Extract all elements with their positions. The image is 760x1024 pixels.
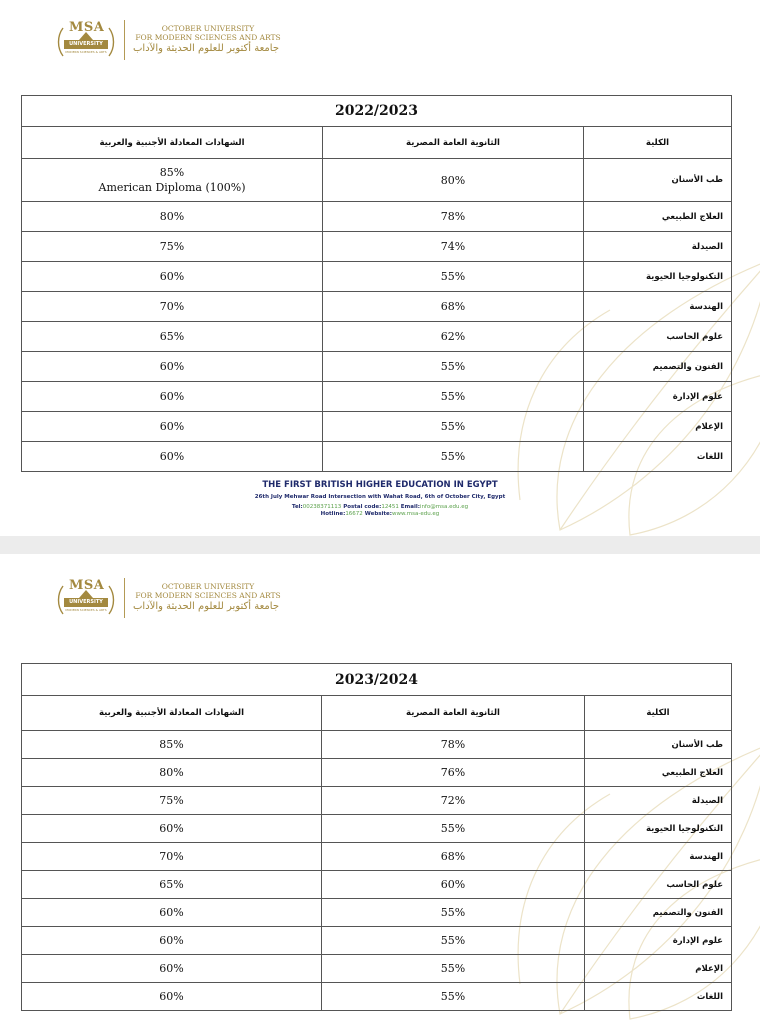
foreign-cell: 60% <box>22 442 323 472</box>
faculty-cell: اللغات <box>585 983 732 1011</box>
egyptian-cell: 55% <box>322 899 585 927</box>
faculty-cell: الإعلام <box>585 955 732 983</box>
faculty-cell: الفنون والتصميم <box>584 352 732 382</box>
header-divider <box>124 20 125 60</box>
foreign-cell: 60% <box>22 955 322 983</box>
tel-label: Tel: <box>291 504 303 510</box>
msa-logo <box>55 576 117 620</box>
egyptian-cell: 55% <box>322 955 585 983</box>
foreign-cell: 65% <box>22 871 322 899</box>
email-label: Email: <box>400 504 420 510</box>
table-row <box>22 731 732 759</box>
postal-value: 12451 <box>381 504 399 510</box>
faculty-cell: علوم الإدارة <box>584 382 732 412</box>
egyptian-cell: 74% <box>323 232 584 262</box>
foreign-cell: 60% <box>22 262 323 292</box>
table-row <box>22 759 732 787</box>
egyptian-cell: 55% <box>322 927 585 955</box>
table-row <box>22 352 732 382</box>
egyptian-cell: 80% <box>323 159 584 202</box>
egyptian-cell: 55% <box>323 352 584 382</box>
foreign-cell: 65% <box>22 322 323 352</box>
table-row <box>22 927 732 955</box>
footer-address: 26th July Mehwar Road Intersection with Wahat Road, 6th of October City, Egypt <box>254 494 506 500</box>
table-row <box>22 899 732 927</box>
faculty-cell: العلاج الطبيعي <box>584 202 732 232</box>
table-row <box>22 787 732 815</box>
egyptian-cell: 76% <box>322 759 585 787</box>
faculty-cell: علوم الحاسب <box>584 322 732 352</box>
egyptian-cell: 60% <box>322 871 585 899</box>
faculty-cell: العلاج الطبيعي <box>585 759 732 787</box>
foreign-cell: 85% <box>22 731 322 759</box>
university-header <box>55 576 385 620</box>
table-row <box>22 412 732 442</box>
foreign-value: 85% <box>159 166 185 179</box>
footer-hotline <box>200 511 560 517</box>
foreign-cell: 60% <box>22 927 322 955</box>
table-row <box>22 442 732 472</box>
foreign-cell: 60% <box>22 983 322 1011</box>
foreign-cell: 60% <box>22 352 323 382</box>
logo-ribbon: UNIVERSITY <box>64 598 108 607</box>
faculty-cell: الفنون والتصميم <box>585 899 732 927</box>
foreign-cell: 70% <box>22 843 322 871</box>
footer-contact <box>200 504 560 510</box>
page-separator <box>0 536 760 554</box>
university-name-line-2: FOR MODERN SCIENCES AND ARTS <box>135 591 281 600</box>
hotline-label: Hotline: <box>320 511 346 517</box>
university-name-line-1: OCTOBER UNIVERSITY <box>161 582 255 591</box>
logo-text: MSA <box>69 578 105 593</box>
foreign-cell: 80% <box>22 202 323 232</box>
egyptian-cell: 55% <box>322 815 585 843</box>
col-header-faculty: الكلية <box>584 127 732 159</box>
admission-table-2022 <box>21 95 732 472</box>
faculty-cell: التكنولوجيا الحيوية <box>584 262 732 292</box>
foreign-cell: 75% <box>22 787 322 815</box>
table-year: 2023/2024 <box>22 664 732 696</box>
faculty-cell: علوم الحاسب <box>585 871 732 899</box>
table-row <box>22 232 732 262</box>
foreign-cell: 70% <box>22 292 323 322</box>
faculty-cell: علوم الإدارة <box>585 927 732 955</box>
hotline-value: 16672 <box>345 511 363 517</box>
table-row <box>22 871 732 899</box>
faculty-cell: الصيدلة <box>584 232 732 262</box>
egyptian-cell: 55% <box>323 442 584 472</box>
foreign-cell: 75% <box>22 232 323 262</box>
faculty-cell: التكنولوجيا الحيوية <box>585 815 732 843</box>
table-row <box>22 983 732 1011</box>
faculty-cell: الإعلام <box>584 412 732 442</box>
foreign-cell: 60% <box>22 815 322 843</box>
col-header-faculty: الكلية <box>585 696 732 731</box>
foreign-cell: 80% <box>22 759 322 787</box>
table-year: 2022/2023 <box>22 96 732 127</box>
website-label: Website: <box>364 511 392 517</box>
table-row <box>22 843 732 871</box>
egyptian-cell: 55% <box>323 382 584 412</box>
foreign-cell: 60% <box>22 412 323 442</box>
footer-title: THE FIRST BRITISH HIGHER EDUCATION IN EGYPT <box>262 480 498 490</box>
logo-ribbon: UNIVERSITY <box>64 40 108 49</box>
logo-text: MSA <box>69 20 105 35</box>
msa-logo <box>55 18 117 62</box>
egyptian-cell: 55% <box>322 983 585 1011</box>
foreign-note: American Diploma (100%) <box>98 181 246 194</box>
faculty-cell: اللغات <box>584 442 732 472</box>
email-link[interactable]: info@msa.edu.eg <box>419 504 469 510</box>
website-link[interactable]: www.msa-edu.eg <box>392 511 440 517</box>
header-divider <box>124 578 125 618</box>
university-name-en <box>133 582 283 600</box>
table-row <box>22 202 732 232</box>
admission-table-2023 <box>21 663 732 1011</box>
faculty-cell: الهندسة <box>585 843 732 871</box>
egyptian-cell: 62% <box>323 322 584 352</box>
tel-value: 00238371113 <box>302 504 342 510</box>
egyptian-cell: 68% <box>323 292 584 322</box>
faculty-cell: الهندسة <box>584 292 732 322</box>
col-header-egyptian: الثانوية العامة المصرية <box>322 696 585 731</box>
postal-label: Postal code: <box>343 504 382 510</box>
table-row <box>22 955 732 983</box>
table-row <box>22 322 732 352</box>
university-name-line-2: FOR MODERN SCIENCES AND ARTS <box>135 33 281 42</box>
faculty-cell: الصيدلة <box>585 787 732 815</box>
foreign-cell: 60% <box>22 899 322 927</box>
col-header-foreign: الشهادات المعادلة الأجنبية والعربية <box>22 127 323 159</box>
table-row <box>22 292 732 322</box>
egyptian-cell: 78% <box>322 731 585 759</box>
logo-subtext: MODERN SCIENCES & ARTS <box>65 50 107 54</box>
university-header <box>55 18 385 62</box>
egyptian-cell: 72% <box>322 787 585 815</box>
faculty-cell: طب الأسنان <box>584 159 732 202</box>
university-name-ar: جامعة أكتوبر للعلوم الحديثة والآداب <box>133 43 280 54</box>
logo-subtext: MODERN SCIENCES & ARTS <box>65 608 107 612</box>
egyptian-cell: 55% <box>323 412 584 442</box>
egyptian-cell: 55% <box>323 262 584 292</box>
col-header-egyptian: الثانوية العامة المصرية <box>323 127 584 159</box>
university-name-line-1: OCTOBER UNIVERSITY <box>161 24 255 33</box>
university-name-en <box>133 24 283 42</box>
egyptian-cell: 68% <box>322 843 585 871</box>
faculty-cell: طب الأسنان <box>585 731 732 759</box>
table-row <box>22 382 732 412</box>
page-footer <box>200 480 560 517</box>
university-name-ar: جامعة أكتوبر للعلوم الحديثة والآداب <box>133 601 280 612</box>
col-header-foreign: الشهادات المعادلة الأجنبية والعربية <box>22 696 322 731</box>
table-row <box>22 815 732 843</box>
table-row <box>22 159 732 202</box>
egyptian-cell: 78% <box>323 202 584 232</box>
document-page-2 <box>0 554 760 1024</box>
foreign-cell: 60% <box>22 382 323 412</box>
table-row <box>22 262 732 292</box>
foreign-cell <box>22 159 323 202</box>
